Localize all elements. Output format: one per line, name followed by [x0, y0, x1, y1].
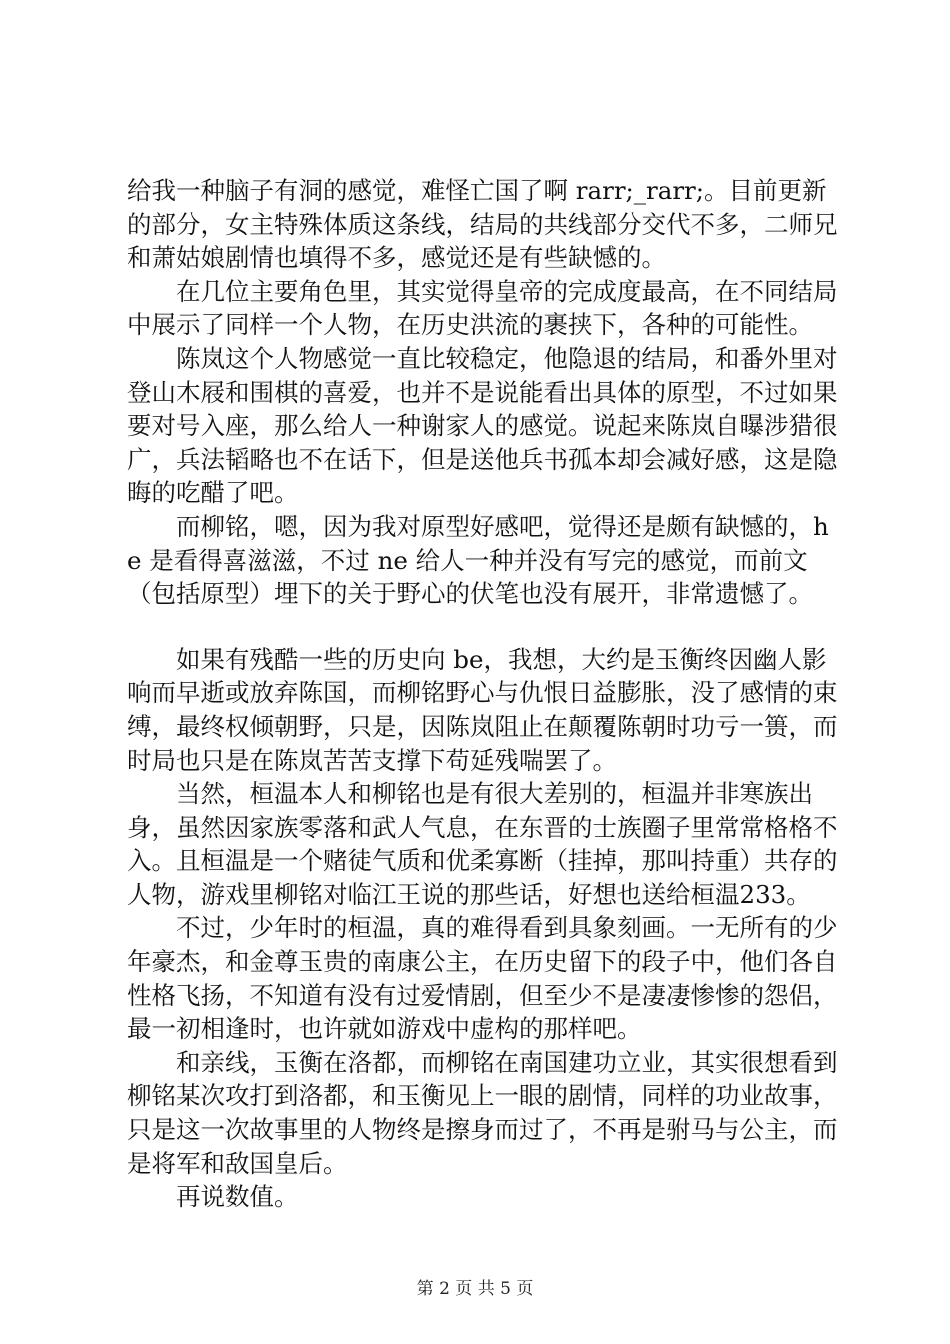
paragraph-liu-ming: 而柳铭，嗯，因为我对原型好感吧，觉得还是颇有缺憾的，he 是看得喜滋滋，不过 ne 给人一种并没有写完的感觉，而前文（包括原型）埋下的关于野心的伏笔也没有展开，非常遗憾了。	[127, 511, 829, 609]
document-body	[127, 174, 842, 1214]
paragraph-bad-ending: 如果有残酷一些的历史向 be，我想，大约是玉衡终因幽人影响而早逝或放弃陈国，而柳铭野心与仇恨日益膨胀，没了感情的束缚，最终权倾朝野，只是，因陈岚阻止在颠覆陈朝时功亏一篑，而时局也只是在陈岚苦苦支撑下苟延残喘罢了。	[127, 644, 838, 775]
page-number-footer: 第 2 页 共 5 页	[416, 1279, 534, 1299]
paragraph-emperor: 在几位主要角色里，其实觉得皇帝的完成度最高，在不同结局中展示了同样一个人物，在历史洪流的裹挟下，各种的可能性。	[127, 276, 838, 340]
paragraph-marriage-route: 和亲线，玉衡在洛都，而柳铭在南国建功立业，其实很想看到柳铭某次攻打到洛都，和玉衡见上一眼的剧情，同样的功业故事，只是这一次故事里的人物终是擦身而过了，不再是驸马与公主，而是将军和敌国皇后。	[127, 1047, 838, 1178]
paragraph-huan-wen: 当然，桓温本人和柳铭也是有很大差别的，桓温并非寒族出身，虽然因家族零落和武人气息，在东晋的士族圈子里常常格格不入。且桓温是一个赌徒气质和优柔寡断（挂掉，那叫持重）共存的人物，游戏里柳铭对临江王说的那些话，好想也送给桓温233。	[127, 779, 838, 909]
paragraph-continuation: 给我一种脑子有洞的感觉，难怪亡国了啊 rarr;_rarr;。目前更新的部分，女主特殊体质这条线，结局的共线部分交代不多，二师兄和萧姑娘剧情也填得不多，感觉还是有些缺憾的。	[127, 176, 838, 273]
paragraph-chen-lan: 陈岚这个人物感觉一直比较稳定，他隐退的结局，和番外里对登山木屐和围棋的喜爱，也并不是说能看出具体的原型，不过如果要对号入座，那么给人一种谢家人的感觉。说起来陈岚自曝涉猎很广，兵法韬略也不在话下，但是送他兵书孤本却会减好感，这是隐晦的吃醋了吧。	[127, 343, 838, 508]
paragraph-gap	[127, 611, 842, 643]
paragraph-numbers: 再说数值。	[176, 1182, 299, 1212]
paragraph-young-huan-wen: 不过，少年时的桓温，真的难得看到具象刻画。一无所有的少年豪杰，和金尊玉贵的南康公主，在历史留下的段子中，他们各自性格飞扬，不知道有没有过爱情剧，但至少不是凄凄惨惨的怨侣，最一初相逢时，也许就如游戏中虚构的那样吧。	[127, 913, 838, 1044]
